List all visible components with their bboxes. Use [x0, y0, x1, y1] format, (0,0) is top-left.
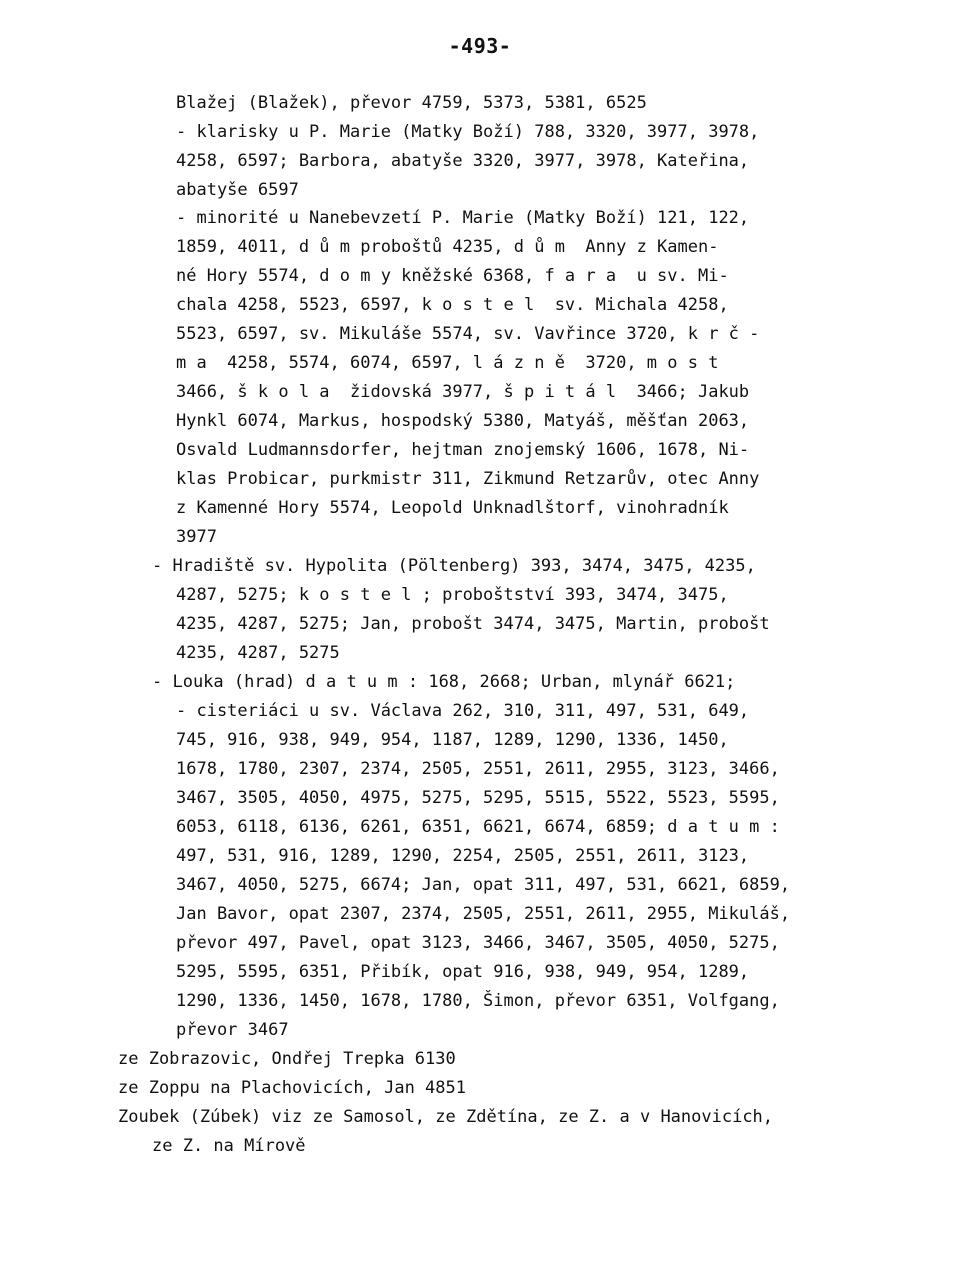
- entry-line: - Hradiště sv. Hypolita (Pöltenberg) 393, 3474, 3475, 4235,: [152, 556, 756, 576]
- entry-line: Hynkl 6074, Markus, hospodský 5380, Matyáš, měšťan 2063,: [176, 411, 750, 431]
- entry-line: 4287, 5275; k o s t e l ; proboštství 393, 3474, 3475,: [176, 585, 729, 605]
- entry-line: 4258, 6597; Barbora, abatyše 3320, 3977, 3978, Kateřina,: [176, 151, 750, 171]
- entry-line: 4235, 4287, 5275: [176, 643, 340, 663]
- entry-line: 3467, 4050, 5275, 6674; Jan, opat 311, 497, 531, 6621, 6859,: [176, 875, 791, 895]
- entry-line: - klarisky u P. Marie (Matky Boží) 788, 3320, 3977, 3978,: [176, 122, 760, 142]
- entry-line: 1290, 1336, 1450, 1678, 1780, Šimon, převor 6351, Volfgang,: [176, 991, 780, 1011]
- entry-line: - minorité u Nanebevzetí P. Marie (Matky Boží) 121, 122,: [176, 208, 750, 228]
- entry-line: 5295, 5595, 6351, Přibík, opat 916, 938, 949, 954, 1289,: [176, 962, 750, 982]
- entry-line: ze Zobrazovic, Ondřej Trepka 6130: [118, 1049, 456, 1069]
- entry-line: 3466, š k o l a židovská 3977, š p i t á l 3466; Jakub: [176, 382, 750, 402]
- entry-line: 1678, 1780, 2307, 2374, 2505, 2551, 2611, 2955, 3123, 3466,: [176, 759, 780, 779]
- entry-line: Zoubek (Zúbek) viz ze Samosol, ze Zdětína, ze Z. a v Hanovicích,: [118, 1107, 774, 1127]
- entry-line: 1859, 4011, d ů m proboštů 4235, d ů m Anny z Kamen-: [176, 237, 719, 257]
- entry-line: 3977: [176, 527, 217, 547]
- entry-line: převor 3467: [176, 1020, 289, 1040]
- entry-line: klas Probicar, purkmistr 311, Zikmund Retzarův, otec Anny: [176, 469, 760, 489]
- entry-line: abatyše 6597: [176, 180, 299, 200]
- entry-line: 5523, 6597, sv. Mikuláše 5574, sv. Vavřince 3720, k r č -: [176, 324, 760, 344]
- entry-line: né Hory 5574, d o m y kněžské 6368, f a r a u sv. Mi-: [176, 266, 729, 286]
- entry-line: chala 4258, 5523, 6597, k o s t e l sv. Michala 4258,: [176, 295, 729, 315]
- entry-line: ze Z. na Mírově: [152, 1136, 306, 1156]
- entry-line: převor 497, Pavel, opat 3123, 3466, 3467, 3505, 4050, 5275,: [176, 933, 780, 953]
- entry-line: 3467, 3505, 4050, 4975, 5275, 5295, 5515, 5522, 5523, 5595,: [176, 788, 780, 808]
- entry-line: Osvald Ludmannsdorfer, hejtman znojemský 1606, 1678, Ni-: [176, 440, 750, 460]
- entry-line: 745, 916, 938, 949, 954, 1187, 1289, 1290, 1336, 1450,: [176, 730, 729, 750]
- page-number: -493-: [448, 34, 512, 58]
- entry-line: 4235, 4287, 5275; Jan, probošt 3474, 3475, Martin, probošt: [176, 614, 770, 634]
- entry-line: - cisteriáci u sv. Václava 262, 310, 311, 497, 531, 649,: [176, 701, 750, 721]
- entry-line: z Kamenné Hory 5574, Leopold Unknadlštorf, vinohradník: [176, 498, 729, 518]
- entry-line: 497, 531, 916, 1289, 1290, 2254, 2505, 2551, 2611, 3123,: [176, 846, 750, 866]
- entry-line: m a 4258, 5574, 6074, 6597, l á z n ě 3720, m o s t: [176, 353, 719, 373]
- entry-line: 6053, 6118, 6136, 6261, 6351, 6621, 6674, 6859; d a t u m :: [176, 817, 780, 837]
- entry-line: ze Zoppu na Plachovicích, Jan 4851: [118, 1078, 466, 1098]
- entry-line: - Louka (hrad) d a t u m : 168, 2668; Urban, mlynář 6621;: [152, 672, 736, 692]
- entry-line: Jan Bavor, opat 2307, 2374, 2505, 2551, 2611, 2955, Mikuláš,: [176, 904, 791, 924]
- entry-line: Blažej (Blažek), převor 4759, 5373, 5381, 6525: [176, 93, 647, 113]
